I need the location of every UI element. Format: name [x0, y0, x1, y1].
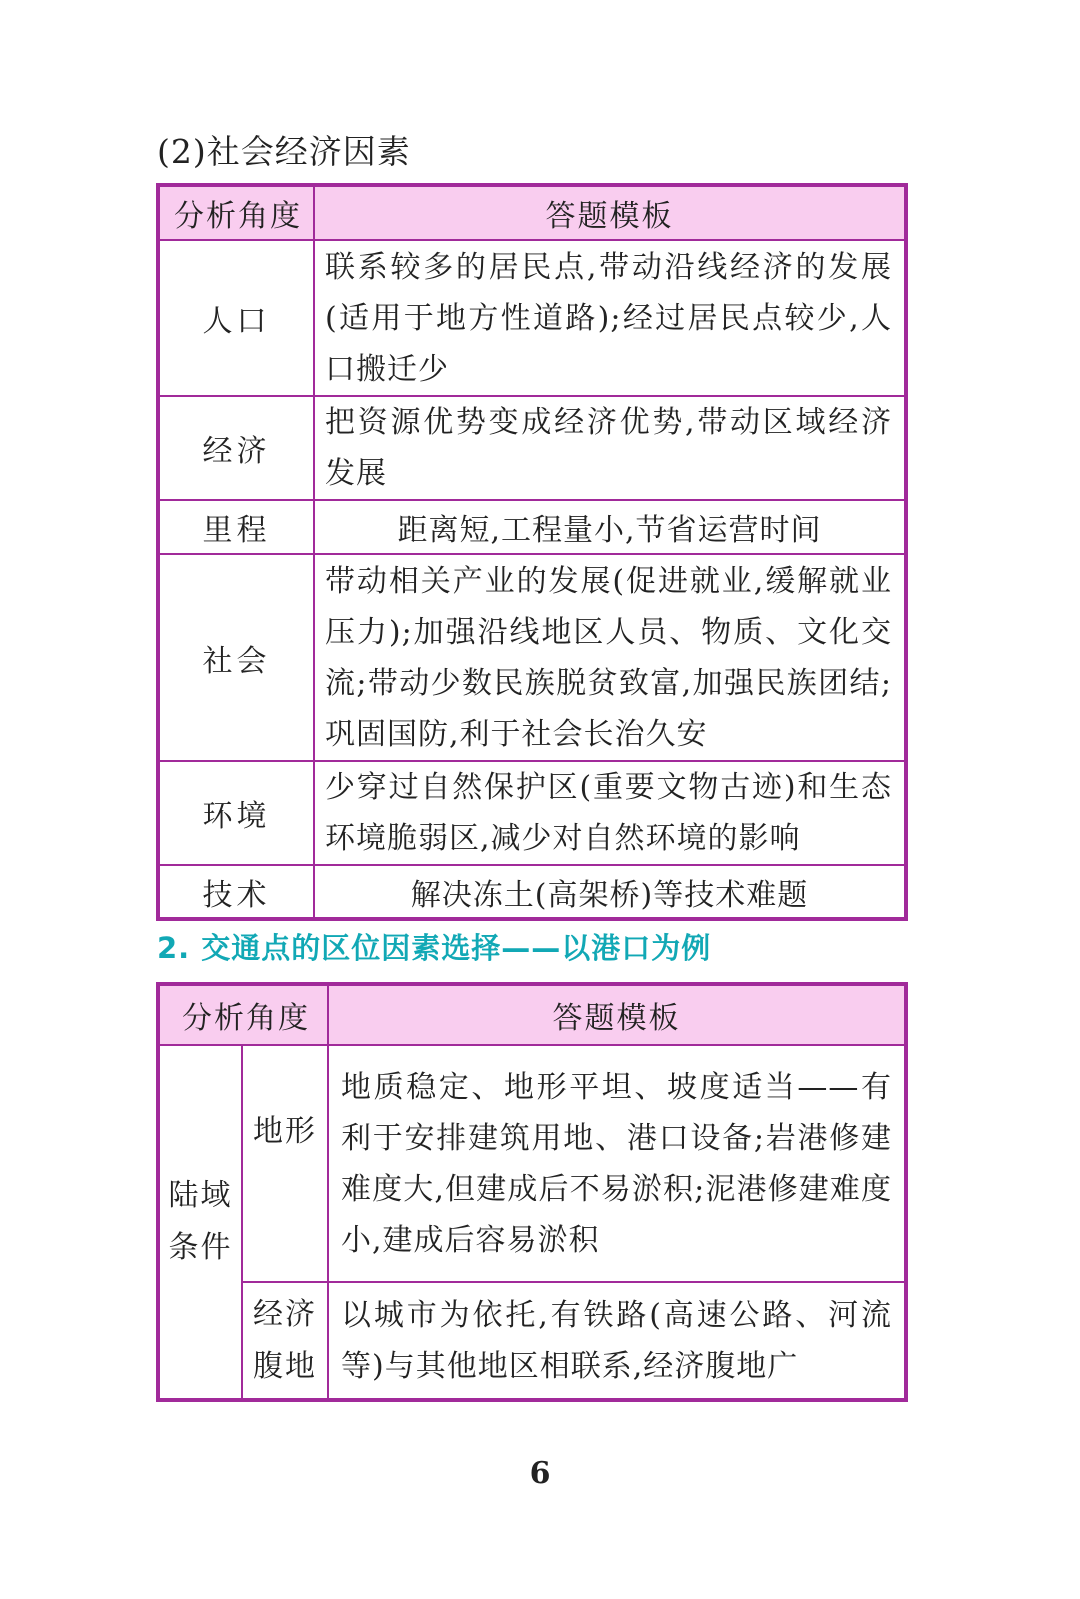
- row-label-terrain: [242, 1045, 328, 1282]
- row-label-population: 人口: [158, 240, 314, 396]
- group-label-land-conditions: [158, 1045, 242, 1400]
- group-label-line2: 条件: [168, 1230, 233, 1265]
- table-header-row: [158, 984, 906, 1045]
- table-row: [158, 1282, 906, 1400]
- row-text-population: 联系较多的居民点,带动沿线经济的发展(适用于地方性道路);经过居民点较少,人口搬迁少: [314, 240, 906, 396]
- header-analysis-angle: 分析角度: [158, 984, 328, 1045]
- table-row: [158, 1045, 906, 1282]
- social-economic-factors-table: [156, 183, 908, 921]
- row-label-terrain-text: 地形: [253, 1114, 317, 1149]
- header-answer-template: 答题模板: [314, 185, 906, 240]
- table-row: [158, 240, 906, 396]
- table-row: [158, 396, 906, 500]
- row-label-line2: 腹地: [253, 1348, 317, 1384]
- row-text-economic-hinterland: 以城市为依托,有铁路(高速公路、河流等)与其他地区相联系,经济腹地广: [328, 1282, 906, 1400]
- row-label-society: 社会: [158, 554, 314, 761]
- row-text-environment: 少穿过自然保护区(重要文物古迹)和生态环境脆弱区,减少对自然环境的影响: [314, 761, 906, 865]
- table-row: [158, 865, 906, 919]
- row-text-terrain: 地质稳定、地形平坦、坡度适当——有利于安排建筑用地、港口设备;岩港修建难度大,但建成后不易淤积;泥港修建难度小,建成后容易淤积: [328, 1045, 906, 1282]
- row-label-technology: 技术: [158, 865, 314, 919]
- row-label-economic-hinterland: [242, 1282, 328, 1400]
- header-answer-template: 答题模板: [328, 984, 906, 1045]
- row-label-environment: 环境: [158, 761, 314, 865]
- page-number: 6: [529, 1456, 551, 1491]
- row-text-economy: 把资源优势变成经济优势,带动区域经济发展: [314, 396, 906, 500]
- subheading-social-economic: (2)社会经济因素: [157, 132, 411, 171]
- table-row: [158, 761, 906, 865]
- table-header-row: [158, 185, 906, 240]
- row-label-mileage: 里程: [158, 500, 314, 554]
- row-text-society: 带动相关产业的发展(促进就业,缓解就业压力);加强沿线地区人员、物质、文化交流;带动少数民族脱贫致富,加强民族团结;巩固国防,利于社会长治久安: [314, 554, 906, 761]
- row-text-mileage: 距离短,工程量小,节省运营时间: [314, 500, 906, 554]
- port-location-factors-table: [156, 982, 908, 1402]
- group-label-line1: 陆域: [168, 1178, 233, 1213]
- section-title-port-location: 2. 交通点的区位因素选择——以港口为例: [157, 931, 712, 965]
- row-label-economy: 经济: [158, 396, 314, 500]
- header-analysis-angle: 分析角度: [158, 185, 314, 240]
- table-row: [158, 554, 906, 761]
- row-label-line1: 经济: [253, 1296, 317, 1332]
- row-text-technology: 解决冻土(高架桥)等技术难题: [314, 865, 906, 919]
- table-row: [158, 500, 906, 554]
